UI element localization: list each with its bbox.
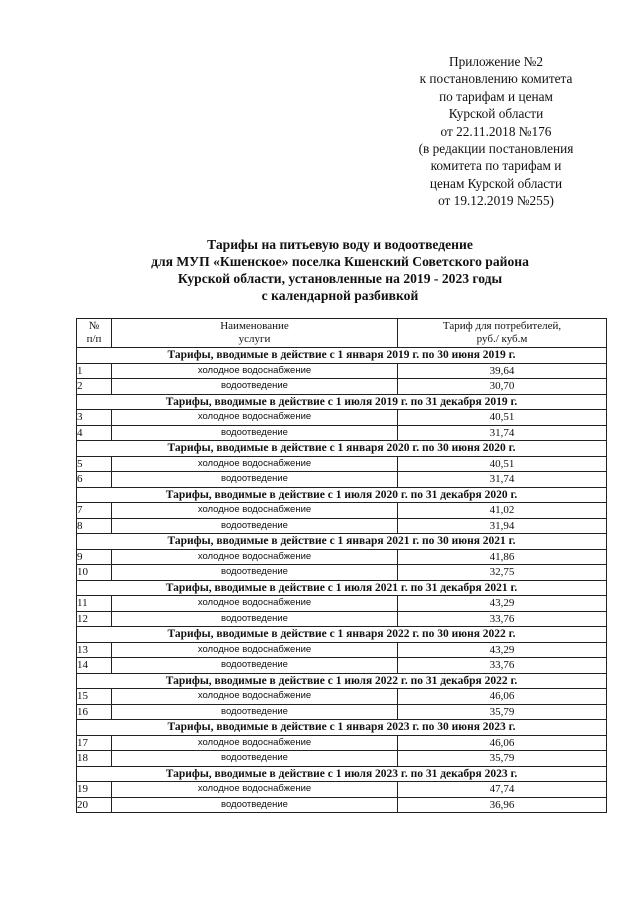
table-row (77, 363, 607, 379)
period-label: Тарифы, вводимые в действие с 1 июля 2022 г. по 31 декабря 2022 г. (77, 673, 607, 689)
period-label: Тарифы, вводимые в действие с 1 января 2019 г. по 30 июня 2019 г. (77, 348, 607, 364)
table-row (77, 565, 607, 581)
row-number: 5 (77, 456, 112, 472)
appendix-note (398, 53, 594, 210)
service-name: водоотведение (112, 704, 398, 720)
period-label: Тарифы, вводимые в действие с 1 июля 2021 г. по 31 декабря 2021 г. (77, 580, 607, 596)
row-number: 8 (77, 518, 112, 534)
row-number: 18 (77, 751, 112, 767)
period-header-row (77, 673, 607, 689)
service-name: водоотведение (112, 797, 398, 813)
table-row (77, 704, 607, 720)
service-name: холодное водоснабжение (112, 410, 398, 426)
service-name: холодное водоснабжение (112, 782, 398, 798)
row-number: 4 (77, 425, 112, 441)
period-header-row (77, 627, 607, 643)
table-row (77, 611, 607, 627)
service-name: водоотведение (112, 611, 398, 627)
table-row (77, 425, 607, 441)
tariff-value: 40,51 (398, 410, 607, 426)
appendix-line: от 19.12.2019 №255) (438, 193, 554, 209)
row-number: 17 (77, 735, 112, 751)
header-number-line: п/п (86, 333, 102, 345)
title-line: Тарифы на питьевую воду и водоотведение (207, 237, 473, 252)
service-name: водоотведение (112, 379, 398, 395)
header-tariff-line: руб./ куб.м (476, 333, 528, 345)
period-header-row (77, 534, 607, 550)
tariff-value: 31,94 (398, 518, 607, 534)
period-label: Тарифы, вводимые в действие с 1 января 2021 г. по 30 июня 2021 г. (77, 534, 607, 550)
tariff-value: 39,64 (398, 363, 607, 379)
title-line: с календарной разбивкой (261, 288, 419, 303)
service-name: водоотведение (112, 751, 398, 767)
tariff-table-body (77, 348, 607, 813)
row-number: 19 (77, 782, 112, 798)
period-label: Тарифы, вводимые в действие с 1 июля 2019 г. по 31 декабря 2019 г. (77, 394, 607, 410)
tariff-value: 33,76 (398, 611, 607, 627)
service-name: холодное водоснабжение (112, 363, 398, 379)
period-header-row (77, 487, 607, 503)
header-number-line: № (88, 320, 100, 332)
period-header-row (77, 441, 607, 457)
period-header-row (77, 348, 607, 364)
row-number: 11 (77, 596, 112, 612)
appendix-line: (в редакции постановления (418, 141, 574, 157)
service-name: холодное водоснабжение (112, 735, 398, 751)
tariff-value: 41,86 (398, 549, 607, 565)
table-row (77, 410, 607, 426)
row-number: 3 (77, 410, 112, 426)
row-number: 20 (77, 797, 112, 813)
tariff-value: 46,06 (398, 735, 607, 751)
tariff-value: 31,74 (398, 425, 607, 441)
tariff-value: 35,79 (398, 704, 607, 720)
table-row (77, 797, 607, 813)
table-row (77, 735, 607, 751)
tariff-table (76, 318, 607, 813)
row-number: 13 (77, 642, 112, 658)
tariff-value: 32,75 (398, 565, 607, 581)
period-header-row (77, 720, 607, 736)
header-tariff-line: Тариф для потребителей, (442, 320, 562, 332)
period-label: Тарифы, вводимые в действие с 1 января 2022 г. по 30 июня 2022 г. (77, 627, 607, 643)
row-number: 1 (77, 363, 112, 379)
period-label: Тарифы, вводимые в действие с 1 июля 2020 г. по 31 декабря 2020 г. (77, 487, 607, 503)
header-number (77, 319, 112, 348)
appendix-line: к постановлению комитета (419, 71, 573, 87)
tariff-value: 43,29 (398, 596, 607, 612)
appendix-line: ценам Курской области (429, 175, 563, 191)
service-name: холодное водоснабжение (112, 596, 398, 612)
table-row (77, 689, 607, 705)
header-service-line: Наименование (220, 320, 289, 332)
row-number: 10 (77, 565, 112, 581)
row-number: 16 (77, 704, 112, 720)
service-name: холодное водоснабжение (112, 642, 398, 658)
row-number: 7 (77, 503, 112, 519)
tariff-value: 30,70 (398, 379, 607, 395)
row-number: 12 (77, 611, 112, 627)
tariff-value: 31,74 (398, 472, 607, 488)
appendix-line: от 22.11.2018 №176 (440, 123, 552, 139)
row-number: 15 (77, 689, 112, 705)
appendix-line: по тарифам и ценам (439, 88, 553, 104)
table-row (77, 472, 607, 488)
table-row (77, 379, 607, 395)
table-row (77, 642, 607, 658)
table-row (77, 751, 607, 767)
appendix-line: Курской области (448, 106, 544, 122)
header-service-line: услуги (238, 333, 271, 345)
title-line: Курской области, установленные на 2019 - 2023 годы (177, 271, 503, 286)
service-name: водоотведение (112, 472, 398, 488)
document-title (90, 236, 590, 304)
title-line: для МУП «Кшенское» поселка Кшенский Советского района (151, 254, 529, 269)
appendix-line: Приложение №2 (448, 54, 544, 69)
row-number: 6 (77, 472, 112, 488)
table-row (77, 658, 607, 674)
table-row (77, 782, 607, 798)
service-name: холодное водоснабжение (112, 549, 398, 565)
tariff-value: 47,74 (398, 782, 607, 798)
table-row (77, 518, 607, 534)
service-name: водоотведение (112, 425, 398, 441)
tariff-value: 40,51 (398, 456, 607, 472)
table-header-row (77, 319, 607, 348)
period-header-row (77, 394, 607, 410)
row-number: 9 (77, 549, 112, 565)
tariff-value: 46,06 (398, 689, 607, 705)
table-row (77, 456, 607, 472)
service-name: холодное водоснабжение (112, 503, 398, 519)
period-header-row (77, 580, 607, 596)
tariff-value: 35,79 (398, 751, 607, 767)
header-tariff (398, 319, 607, 348)
header-service-name (112, 319, 398, 348)
appendix-line: комитета по тарифам и (430, 158, 562, 174)
tariff-value: 33,76 (398, 658, 607, 674)
service-name: холодное водоснабжение (112, 689, 398, 705)
service-name: водоотведение (112, 565, 398, 581)
tariff-value: 41,02 (398, 503, 607, 519)
table-row (77, 549, 607, 565)
tariff-value: 36,96 (398, 797, 607, 813)
period-label: Тарифы, вводимые в действие с 1 января 2020 г. по 30 июня 2020 г. (77, 441, 607, 457)
row-number: 14 (77, 658, 112, 674)
table-row (77, 503, 607, 519)
period-header-row (77, 766, 607, 782)
tariff-value: 43,29 (398, 642, 607, 658)
period-label: Тарифы, вводимые в действие с 1 января 2023 г. по 30 июня 2023 г. (77, 720, 607, 736)
row-number: 2 (77, 379, 112, 395)
table-row (77, 596, 607, 612)
service-name: водоотведение (112, 658, 398, 674)
service-name: водоотведение (112, 518, 398, 534)
service-name: холодное водоснабжение (112, 456, 398, 472)
period-label: Тарифы, вводимые в действие с 1 июля 2023 г. по 31 декабря 2023 г. (77, 766, 607, 782)
